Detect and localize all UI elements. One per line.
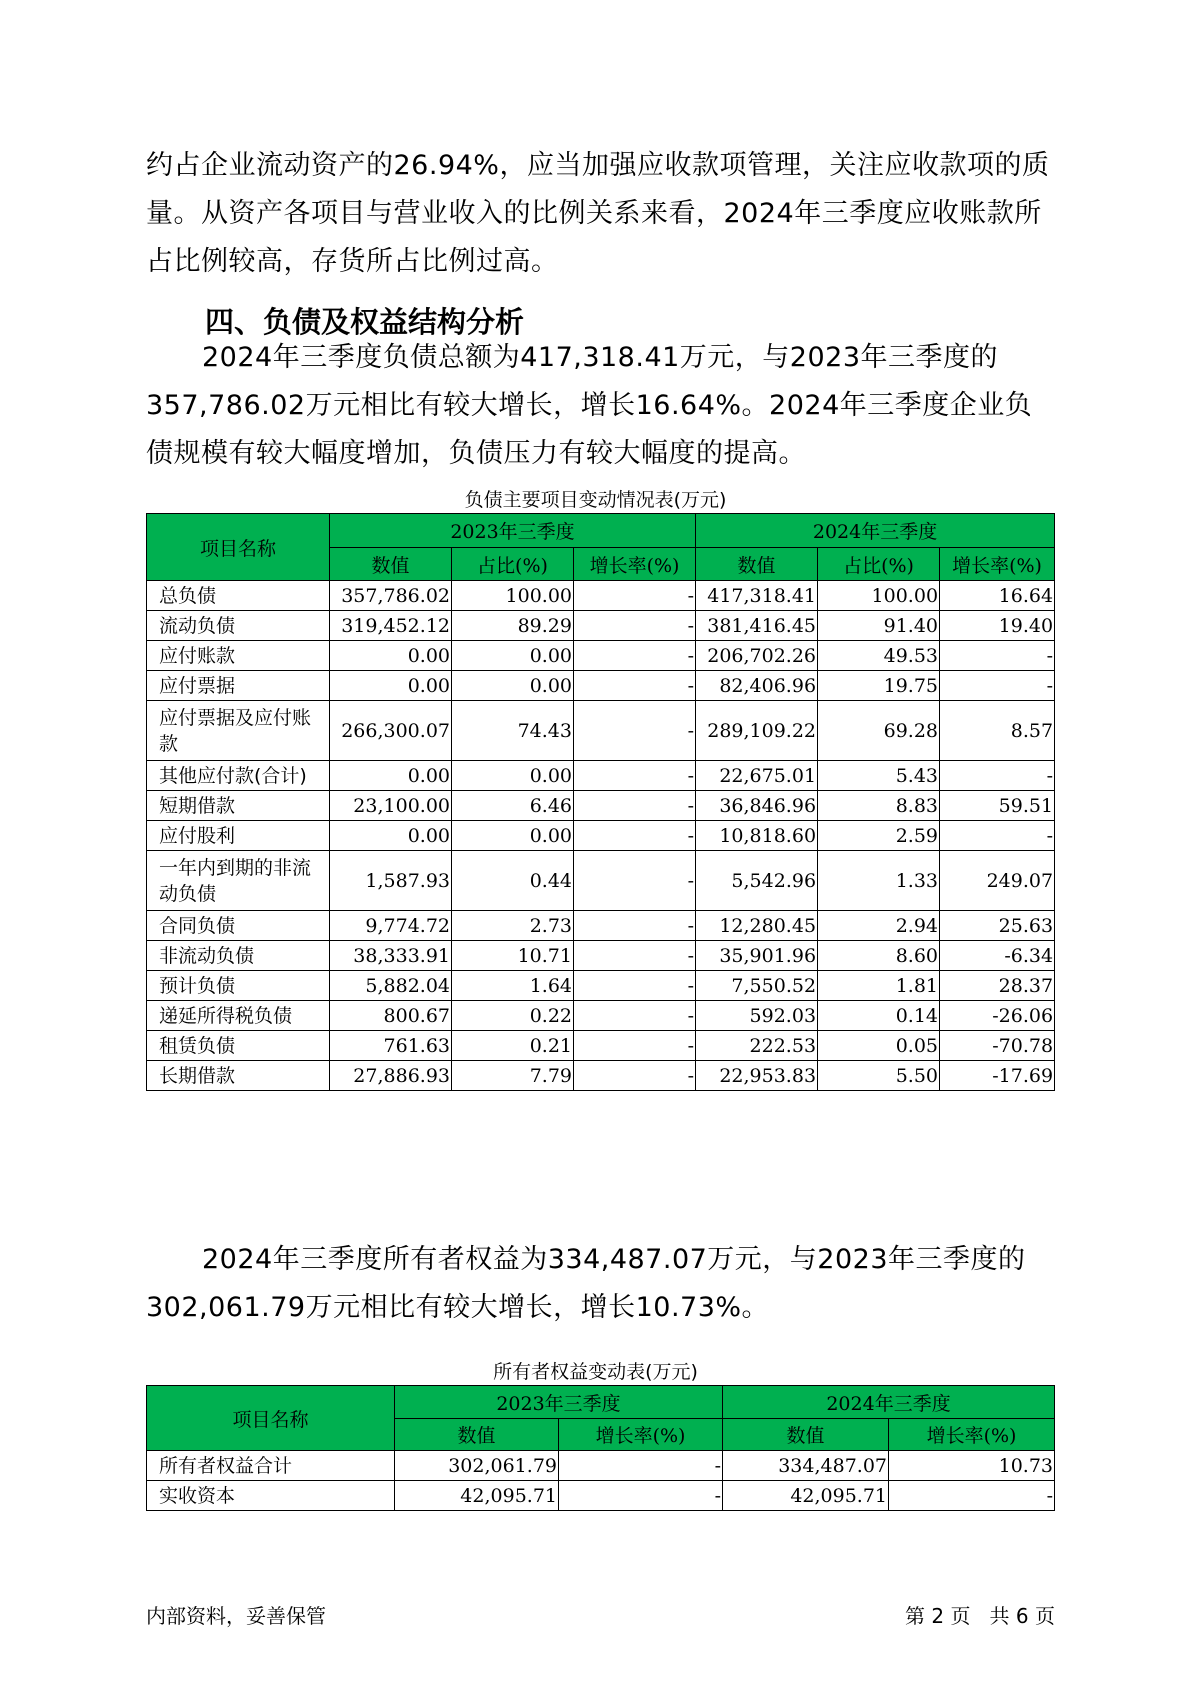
share-2024-cell: 2.94	[818, 911, 940, 941]
growth-2024-cell: 16.64	[940, 581, 1055, 611]
value-2023-cell: 319,452.12	[330, 611, 452, 641]
row-item-name: 应付票据	[147, 671, 330, 701]
share-2024-cell: 91.40	[818, 611, 940, 641]
share-2024-cell: 8.83	[818, 791, 940, 821]
growth-2023-cell: -	[559, 1481, 723, 1511]
header-growth-2024: 增长率(%)	[940, 548, 1055, 581]
header-period-2023: 2023年三季度	[330, 514, 696, 548]
table-row	[147, 941, 1055, 971]
share-2024-cell: 2.59	[818, 821, 940, 851]
equity-paragraph: 2024年三季度所有者权益为334,487.07万元，与2023年三季度的302,061.79万元相比有较大增长，增长10.73%。	[146, 1244, 1026, 1323]
row-item-name: 应付股利	[147, 821, 330, 851]
header-share-2024: 占比(%)	[818, 548, 940, 581]
header-growth-2023: 增长率(%)	[574, 548, 696, 581]
value-2023-cell: 761.63	[330, 1031, 452, 1061]
liability-table	[146, 513, 1055, 1091]
value-2024-cell: 10,818.60	[696, 821, 818, 851]
growth-2024-cell: -	[889, 1481, 1055, 1511]
value-2023-cell: 1,587.93	[330, 851, 452, 911]
row-item-name: 预计负债	[147, 971, 330, 1001]
header-period-2023: 2023年三季度	[395, 1386, 723, 1419]
value-2024-cell: 35,901.96	[696, 941, 818, 971]
growth-2023-cell: -	[574, 791, 696, 821]
growth-2024-cell: -	[940, 671, 1055, 701]
row-item-name: 递延所得税负债	[147, 1001, 330, 1031]
growth-2024-cell: 249.07	[940, 851, 1055, 911]
share-2023-cell: 0.00	[452, 671, 574, 701]
value-2023-cell: 5,882.04	[330, 971, 452, 1001]
growth-2023-cell: -	[574, 701, 696, 761]
growth-2023-cell: -	[559, 1451, 723, 1481]
row-item-name: 非流动负债	[147, 941, 330, 971]
value-2023-cell: 302,061.79	[395, 1451, 559, 1481]
header-growth-2023: 增长率(%)	[559, 1419, 723, 1451]
growth-2024-cell: -	[940, 641, 1055, 671]
value-2024-cell: 417,318.41	[696, 581, 818, 611]
row-item-name: 应付票据及应付账款	[147, 701, 330, 761]
row-item-name: 应付账款	[147, 641, 330, 671]
share-2023-cell: 0.21	[452, 1031, 574, 1061]
share-2024-cell: 69.28	[818, 701, 940, 761]
growth-2023-cell: -	[574, 581, 696, 611]
share-2023-cell: 0.00	[452, 761, 574, 791]
header-growth-2024: 增长率(%)	[889, 1419, 1055, 1451]
share-2024-cell: 5.50	[818, 1061, 940, 1091]
table-row	[147, 1031, 1055, 1061]
share-2024-cell: 19.75	[818, 671, 940, 701]
share-2023-cell: 7.79	[452, 1061, 574, 1091]
row-item-name: 短期借款	[147, 791, 330, 821]
growth-2023-cell: -	[574, 1061, 696, 1091]
growth-2024-cell: 25.63	[940, 911, 1055, 941]
value-2023-cell: 23,100.00	[330, 791, 452, 821]
growth-2024-cell: -	[940, 821, 1055, 851]
liability-paragraph: 2024年三季度负债总额为417,318.41万元，与2023年三季度的357,786.02万元相比有较大增长，增长16.64%。2024年三季度企业负债规模有较大幅度增加，负债压力有较大幅度的提高。	[146, 342, 1033, 469]
row-item-name: 流动负债	[147, 611, 330, 641]
header-item-name: 项目名称	[147, 1386, 395, 1451]
liability-table-caption: 负债主要项目变动情况表(万元)	[464, 489, 727, 511]
header-item-name: 项目名称	[147, 514, 330, 581]
share-2023-cell: 10.71	[452, 941, 574, 971]
growth-2024-cell: -17.69	[940, 1061, 1055, 1091]
share-2024-cell: 100.00	[818, 581, 940, 611]
table-row	[147, 701, 1055, 761]
share-2023-cell: 74.43	[452, 701, 574, 761]
value-2023-cell: 357,786.02	[330, 581, 452, 611]
row-item-name: 租赁负债	[147, 1031, 330, 1061]
growth-2024-cell: -6.34	[940, 941, 1055, 971]
growth-2024-cell: -70.78	[940, 1031, 1055, 1061]
table-row	[147, 641, 1055, 671]
header-value-2024: 数值	[696, 548, 818, 581]
value-2023-cell: 0.00	[330, 641, 452, 671]
share-2023-cell: 89.29	[452, 611, 574, 641]
header-period-2024: 2024年三季度	[723, 1386, 1055, 1419]
value-2023-cell: 27,886.93	[330, 1061, 452, 1091]
table-row	[147, 1451, 1055, 1481]
table-row	[147, 761, 1055, 791]
growth-2023-cell: -	[574, 671, 696, 701]
growth-2023-cell: -	[574, 911, 696, 941]
header-value-2023: 数值	[330, 548, 452, 581]
table-row	[147, 851, 1055, 911]
share-2023-cell: 0.00	[452, 821, 574, 851]
growth-2023-cell: -	[574, 761, 696, 791]
row-item-name: 总负债	[147, 581, 330, 611]
share-2023-cell: 0.00	[452, 641, 574, 671]
growth-2023-cell: -	[574, 611, 696, 641]
value-2023-cell: 0.00	[330, 761, 452, 791]
table-row	[147, 611, 1055, 641]
growth-2024-cell: 8.57	[940, 701, 1055, 761]
growth-2023-cell: -	[574, 1001, 696, 1031]
table-row	[147, 1061, 1055, 1091]
value-2024-cell: 22,675.01	[696, 761, 818, 791]
row-item-name: 一年内到期的非流动负债	[147, 851, 330, 911]
share-2024-cell: 1.33	[818, 851, 940, 911]
growth-2023-cell: -	[574, 971, 696, 1001]
value-2023-cell: 42,095.71	[395, 1481, 559, 1511]
growth-2024-cell: -26.06	[940, 1001, 1055, 1031]
share-2023-cell: 100.00	[452, 581, 574, 611]
table-row	[147, 1481, 1055, 1511]
value-2024-cell: 7,550.52	[696, 971, 818, 1001]
value-2024-cell: 36,846.96	[696, 791, 818, 821]
header-period-2024: 2024年三季度	[696, 514, 1055, 548]
value-2023-cell: 38,333.91	[330, 941, 452, 971]
table-row	[147, 671, 1055, 701]
share-2024-cell: 1.81	[818, 971, 940, 1001]
table-row	[147, 791, 1055, 821]
value-2023-cell: 800.67	[330, 1001, 452, 1031]
share-2023-cell: 1.64	[452, 971, 574, 1001]
growth-2023-cell: -	[574, 641, 696, 671]
table-row	[147, 821, 1055, 851]
value-2024-cell: 222.53	[696, 1031, 818, 1061]
share-2024-cell: 8.60	[818, 941, 940, 971]
share-2024-cell: 0.14	[818, 1001, 940, 1031]
table-row	[147, 1001, 1055, 1031]
value-2024-cell: 42,095.71	[723, 1481, 889, 1511]
row-item-name: 所有者权益合计	[147, 1451, 395, 1481]
growth-2023-cell: -	[574, 1031, 696, 1061]
row-item-name: 实收资本	[147, 1481, 395, 1511]
footer-confidential-note: 内部资料，妥善保管	[146, 1604, 326, 1628]
growth-2024-cell: 59.51	[940, 791, 1055, 821]
share-2023-cell: 6.46	[452, 791, 574, 821]
share-2024-cell: 5.43	[818, 761, 940, 791]
table-row	[147, 581, 1055, 611]
share-2024-cell: 49.53	[818, 641, 940, 671]
intro-paragraph: 约占企业流动资产的26.94%，应当加强应收款项管理，关注应收款项的质量。从资产各项目与营业收入的比例关系来看，2024年三季度应收账款所占比例较高，存货所占比例过高。	[146, 150, 1050, 277]
header-value-2023: 数值	[395, 1419, 559, 1451]
table-row	[147, 971, 1055, 1001]
value-2023-cell: 9,774.72	[330, 911, 452, 941]
value-2024-cell: 381,416.45	[696, 611, 818, 641]
value-2024-cell: 5,542.96	[696, 851, 818, 911]
value-2024-cell: 289,109.22	[696, 701, 818, 761]
growth-2023-cell: -	[574, 821, 696, 851]
row-item-name: 其他应付款(合计)	[147, 761, 330, 791]
growth-2023-cell: -	[574, 941, 696, 971]
value-2023-cell: 0.00	[330, 821, 452, 851]
growth-2024-cell: 19.40	[940, 611, 1055, 641]
row-item-name: 合同负债	[147, 911, 330, 941]
equity-table	[146, 1385, 1055, 1511]
share-2024-cell: 0.05	[818, 1031, 940, 1061]
share-2023-cell: 2.73	[452, 911, 574, 941]
growth-2023-cell: -	[574, 851, 696, 911]
header-value-2024: 数值	[723, 1419, 889, 1451]
growth-2024-cell: 10.73	[889, 1451, 1055, 1481]
value-2024-cell: 12,280.45	[696, 911, 818, 941]
equity-table-caption: 所有者权益变动表(万元)	[493, 1361, 698, 1383]
row-item-name: 长期借款	[147, 1061, 330, 1091]
share-2023-cell: 0.22	[452, 1001, 574, 1031]
table-row	[147, 911, 1055, 941]
value-2024-cell: 82,406.96	[696, 671, 818, 701]
value-2023-cell: 266,300.07	[330, 701, 452, 761]
growth-2024-cell: -	[940, 761, 1055, 791]
value-2024-cell: 592.03	[696, 1001, 818, 1031]
header-share-2023: 占比(%)	[452, 548, 574, 581]
value-2024-cell: 22,953.83	[696, 1061, 818, 1091]
value-2024-cell: 334,487.07	[723, 1451, 889, 1481]
value-2024-cell: 206,702.26	[696, 641, 818, 671]
share-2023-cell: 0.44	[452, 851, 574, 911]
growth-2024-cell: 28.37	[940, 971, 1055, 1001]
value-2023-cell: 0.00	[330, 671, 452, 701]
footer-page-number: 第 2 页 共 6 页	[905, 1604, 1055, 1628]
section-heading: 四、负债及权益结构分析	[205, 305, 525, 339]
